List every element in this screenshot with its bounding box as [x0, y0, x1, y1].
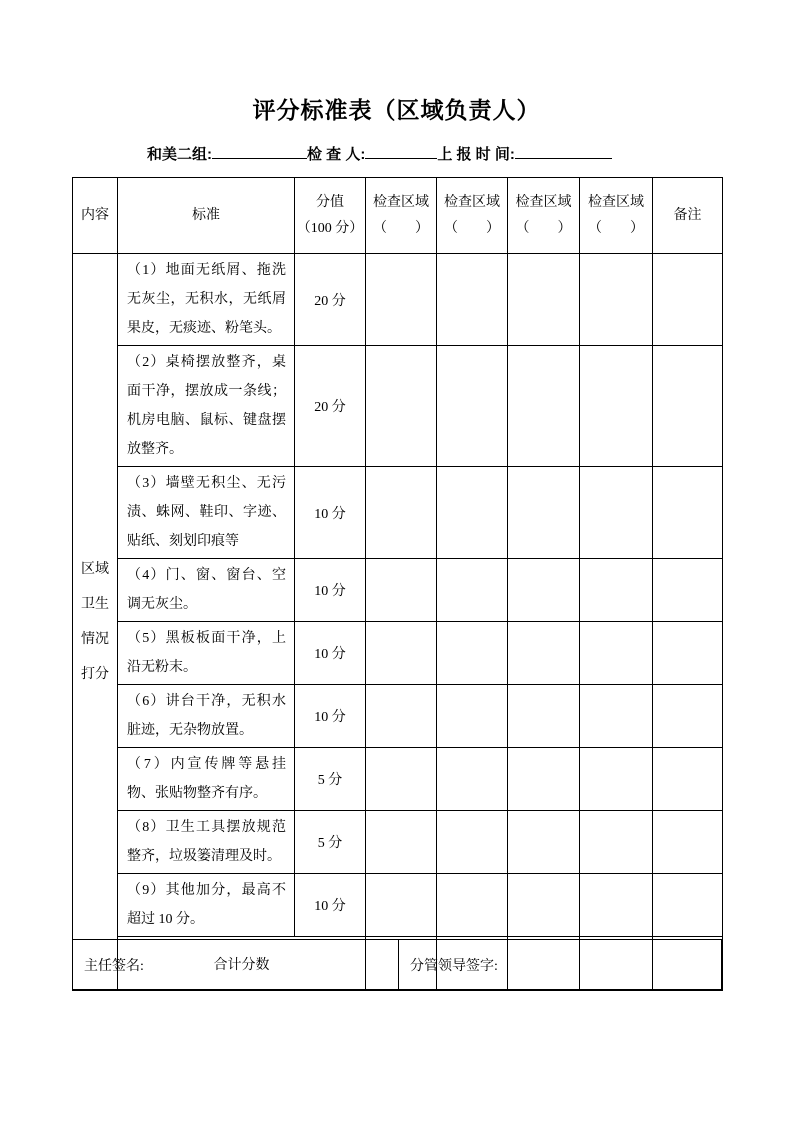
score-value: 5 分: [295, 748, 366, 811]
table-row-5: [73, 622, 723, 685]
header-remark: 备注: [653, 178, 723, 254]
standard-text: （6）讲台干净，无积水脏迹，无杂物放置。: [118, 685, 295, 748]
header-check-area-1: [366, 178, 437, 254]
score-value: 10 分: [295, 559, 366, 622]
check-area-cell[interactable]: [508, 685, 580, 748]
remark-cell[interactable]: [653, 748, 723, 811]
remark-cell[interactable]: [653, 254, 723, 346]
check-area-cell[interactable]: [366, 748, 437, 811]
content-category-cell: [73, 254, 118, 991]
score-value: 20 分: [295, 346, 366, 467]
check-area-cell[interactable]: [580, 874, 653, 937]
check-area-cell[interactable]: [508, 748, 580, 811]
inspector-label: 检 查 人:: [307, 146, 366, 163]
check-area-cell[interactable]: [437, 559, 508, 622]
score-value: 10 分: [295, 622, 366, 685]
check-area-cell[interactable]: [508, 346, 580, 467]
check-area-cell[interactable]: [508, 467, 580, 559]
standard-text: （1）地面无纸屑、拖洗无灰尘，无积水，无纸屑果皮，无痰迹、粉笔头。: [118, 254, 295, 346]
score-value: 5 分: [295, 811, 366, 874]
content-category-label: 区域 卫生 情况 打分: [81, 562, 109, 682]
check-area-label: 检查区域: [588, 194, 644, 210]
check-area-cell[interactable]: [580, 685, 653, 748]
page-title: 评分标准表（区域负责人）: [252, 97, 541, 123]
check-area-cell[interactable]: [580, 467, 653, 559]
director-signature-cell[interactable]: [73, 940, 399, 989]
remark-cell[interactable]: [653, 559, 723, 622]
standard-text: （8）卫生工具摆放规范整齐，垃圾篓清理及时。: [118, 811, 295, 874]
check-area-parens: （ ）: [588, 220, 644, 236]
score-value: 20 分: [295, 254, 366, 346]
table-row-3: [73, 467, 723, 559]
score-value: 10 分: [295, 874, 366, 937]
table-row-2: [73, 346, 723, 467]
check-area-cell[interactable]: [366, 811, 437, 874]
header-check-area-4: [580, 178, 653, 254]
check-area-cell[interactable]: [437, 254, 508, 346]
header-row: [73, 178, 723, 254]
score-value: 10 分: [295, 685, 366, 748]
table-row-7: [73, 748, 723, 811]
check-area-cell[interactable]: [437, 346, 508, 467]
header-check-area-2: [437, 178, 508, 254]
check-area-label: 检查区域: [515, 194, 572, 210]
check-area-cell[interactable]: [437, 467, 508, 559]
standard-text: （5）黑板板面干净，上沿无粉末。: [118, 622, 295, 685]
check-area-cell[interactable]: [580, 559, 653, 622]
check-area-cell[interactable]: [366, 622, 437, 685]
report-time-blank-field[interactable]: [515, 143, 612, 159]
check-area-cell[interactable]: [366, 254, 437, 346]
check-area-cell[interactable]: [580, 811, 653, 874]
total-label: 合计分数: [118, 937, 366, 991]
group-label: 和美二组:: [147, 146, 212, 163]
report-time-label: 上 报 时 间:: [437, 146, 515, 163]
inspector-blank-field[interactable]: [365, 143, 437, 159]
standard-text: （2）桌椅摆放整齐，桌面干净，摆放成一条线；机房电脑、鼠标、键盘摆放整齐。: [118, 346, 295, 467]
remark-cell[interactable]: [653, 874, 723, 937]
score-value: 10 分: [295, 467, 366, 559]
info-line: [147, 143, 612, 164]
leader-signature-label: 分管领导签字:: [410, 958, 498, 974]
check-area-cell[interactable]: [437, 685, 508, 748]
header-score-line2: （100 分）: [296, 220, 364, 236]
remark-cell[interactable]: [653, 467, 723, 559]
group-blank-field[interactable]: [212, 143, 307, 159]
check-area-parens: （ ）: [515, 220, 572, 236]
check-area-cell[interactable]: [580, 622, 653, 685]
standard-text: （7）内宣传牌等悬挂物、张贴物整齐有序。: [118, 748, 295, 811]
check-area-cell[interactable]: [437, 748, 508, 811]
header-standard: 标准: [118, 178, 295, 254]
standard-text: （9）其他加分，最高不超过 10 分。: [118, 874, 295, 937]
check-area-cell[interactable]: [437, 874, 508, 937]
check-area-cell[interactable]: [437, 622, 508, 685]
check-area-parens: （ ）: [373, 220, 429, 236]
check-area-cell[interactable]: [437, 811, 508, 874]
remark-cell[interactable]: [653, 685, 723, 748]
score-table: [72, 177, 723, 991]
check-area-cell[interactable]: [508, 874, 580, 937]
table-row-4: [73, 559, 723, 622]
remark-cell[interactable]: [653, 811, 723, 874]
table-row-8: [73, 811, 723, 874]
check-area-cell[interactable]: [508, 559, 580, 622]
check-area-cell[interactable]: [366, 874, 437, 937]
check-area-cell[interactable]: [580, 748, 653, 811]
check-area-cell[interactable]: [508, 622, 580, 685]
check-area-cell[interactable]: [366, 346, 437, 467]
director-signature-label: 主任签名:: [84, 958, 144, 974]
check-area-cell[interactable]: [508, 811, 580, 874]
check-area-cell[interactable]: [508, 254, 580, 346]
check-area-label: 检查区域: [373, 194, 429, 210]
remark-cell[interactable]: [653, 346, 723, 467]
remark-cell[interactable]: [653, 622, 723, 685]
check-area-cell[interactable]: [366, 559, 437, 622]
header-score-line1: 分值: [316, 194, 344, 210]
header-check-area-3: [508, 178, 580, 254]
header-content: 内容: [73, 178, 118, 254]
check-area-cell[interactable]: [366, 467, 437, 559]
leader-signature-cell[interactable]: [399, 940, 721, 989]
signature-row: [72, 939, 722, 990]
table-row-1: [73, 254, 723, 346]
table-row-6: [73, 685, 723, 748]
check-area-label: 检查区域: [444, 194, 500, 210]
table-row-9: [73, 874, 723, 937]
check-area-cell[interactable]: [366, 685, 437, 748]
standard-text: （4）门、窗、窗台、空调无灰尘。: [118, 559, 295, 622]
check-area-cell[interactable]: [580, 346, 653, 467]
check-area-cell[interactable]: [580, 254, 653, 346]
standard-text: （3）墙壁无积尘、无污渍、蛛网、鞋印、字迹、贴纸、刻划印痕等: [118, 467, 295, 559]
header-score: [295, 178, 366, 254]
check-area-parens: （ ）: [444, 220, 500, 236]
